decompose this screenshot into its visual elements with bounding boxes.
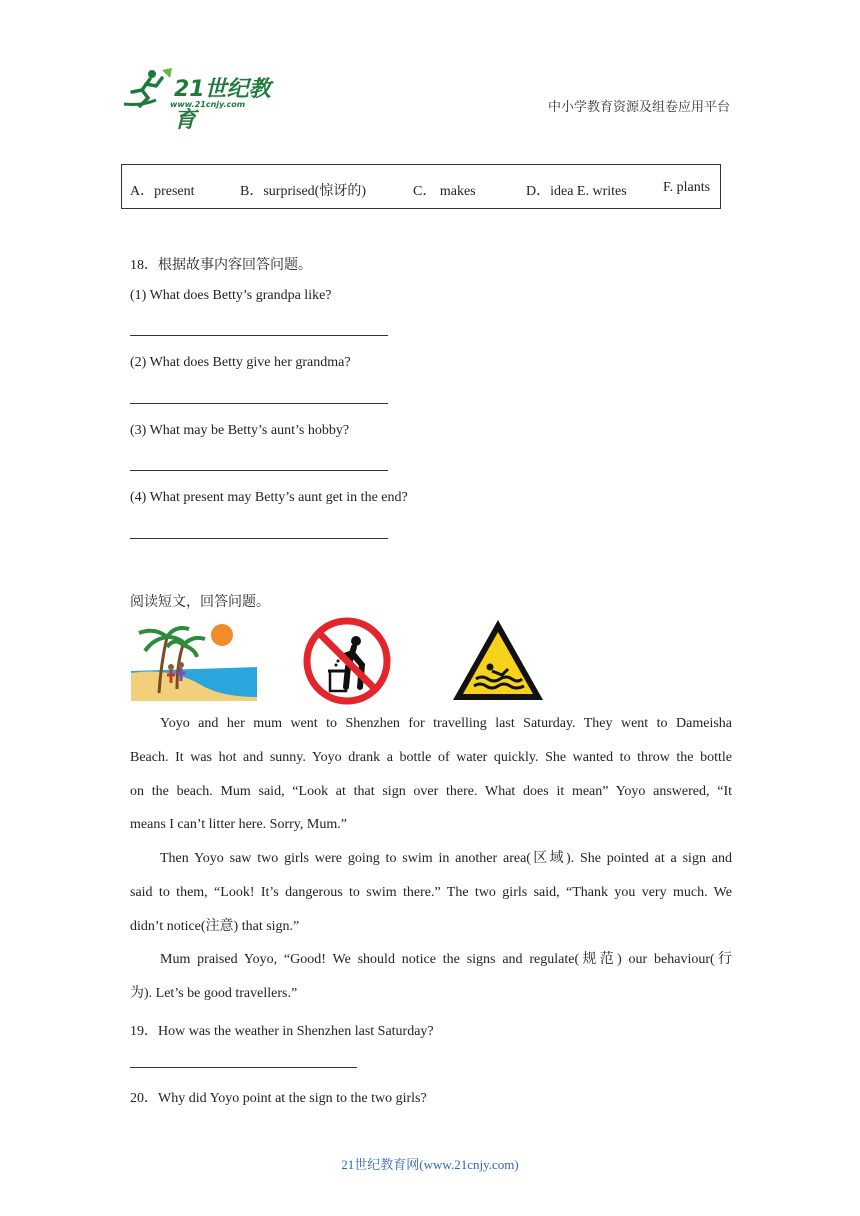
passage-line: Mum praised Yoyo, “Good! We should notice the signs and regulate(规范) our behaviour(行	[160, 952, 732, 967]
site-logo	[122, 66, 292, 133]
option-b: B．surprised(惊讶的)	[240, 184, 366, 199]
q20: 20．Why did Yoyo point at the sign to the two girls?	[130, 1091, 427, 1106]
answer-line-18-2[interactable]	[130, 403, 388, 404]
option-f: F. plants	[663, 180, 711, 195]
word-bank-box	[121, 164, 721, 209]
option-d-e: D．idea E. writes	[526, 184, 627, 199]
passage-line: Yoyo and her mum went to Shenzhen for travelling last Saturday. They went to Dameisha	[160, 716, 732, 731]
passage-line: Then Yoyo saw two girls were going to swim in another area(区域). She pointed at a sign and	[160, 851, 732, 866]
passage-line: Beach. It was hot and sunny. Yoyo drank a bottle of water quickly. She wanted to throw the bottle	[130, 749, 732, 765]
answer-line-18-4[interactable]	[130, 538, 388, 539]
passage-line: 为). Let’s be good travellers.”	[130, 985, 298, 1001]
q18-3: (3) What may be Betty’s aunt’s hobby?	[130, 423, 350, 438]
q18-title: 18．根据故事内容回答问题。	[130, 258, 312, 273]
reading-instruction: 阅读短文，回答问题。	[130, 595, 270, 610]
passage-line: means I can’t litter here. Sorry, Mum.”	[130, 817, 347, 833]
q18-2: (2) What does Betty give her grandma?	[130, 355, 351, 370]
passage-paragraph-3	[130, 943, 732, 1011]
q19: 19．How was the weather in Shenzhen last Saturday?	[130, 1024, 434, 1039]
passage-line: on the beach. Mum said, “Look at that sign over there. What does it mean” Yoyo answered, “It	[130, 783, 732, 799]
passage-paragraph-2	[130, 842, 732, 943]
option-a: A．present	[130, 184, 195, 199]
logo-text: 21世纪教育	[174, 77, 271, 133]
passage-line: didn’t notice(注意) that sign.”	[130, 918, 300, 934]
no-littering-sign-icon	[302, 617, 392, 705]
beach-scene-image	[131, 623, 257, 701]
runner-logo-icon	[122, 66, 174, 112]
platform-title: 中小学教育资源及组卷应用平台	[547, 99, 730, 114]
answer-line-18-3[interactable]	[130, 470, 388, 471]
passage-paragraph-1	[130, 707, 732, 842]
q18-4: (4) What present may Betty’s aunt get in the end?	[130, 490, 408, 505]
option-c: C． makes	[413, 184, 476, 199]
logo-url: www.21cnjy.com	[170, 100, 246, 109]
passage-line: said to them, “Look! It’s dangerous to swim there.” The two girls said, “Thank you very much. We	[130, 884, 732, 900]
q18-1: (1) What does Betty’s grandpa like?	[130, 288, 332, 303]
page-footer: 21世纪教育网(www.21cnjy.com)	[341, 1157, 519, 1172]
answer-line-19[interactable]	[130, 1067, 357, 1068]
answer-line-18-1[interactable]	[130, 335, 388, 336]
swimming-danger-sign-icon	[450, 617, 546, 703]
